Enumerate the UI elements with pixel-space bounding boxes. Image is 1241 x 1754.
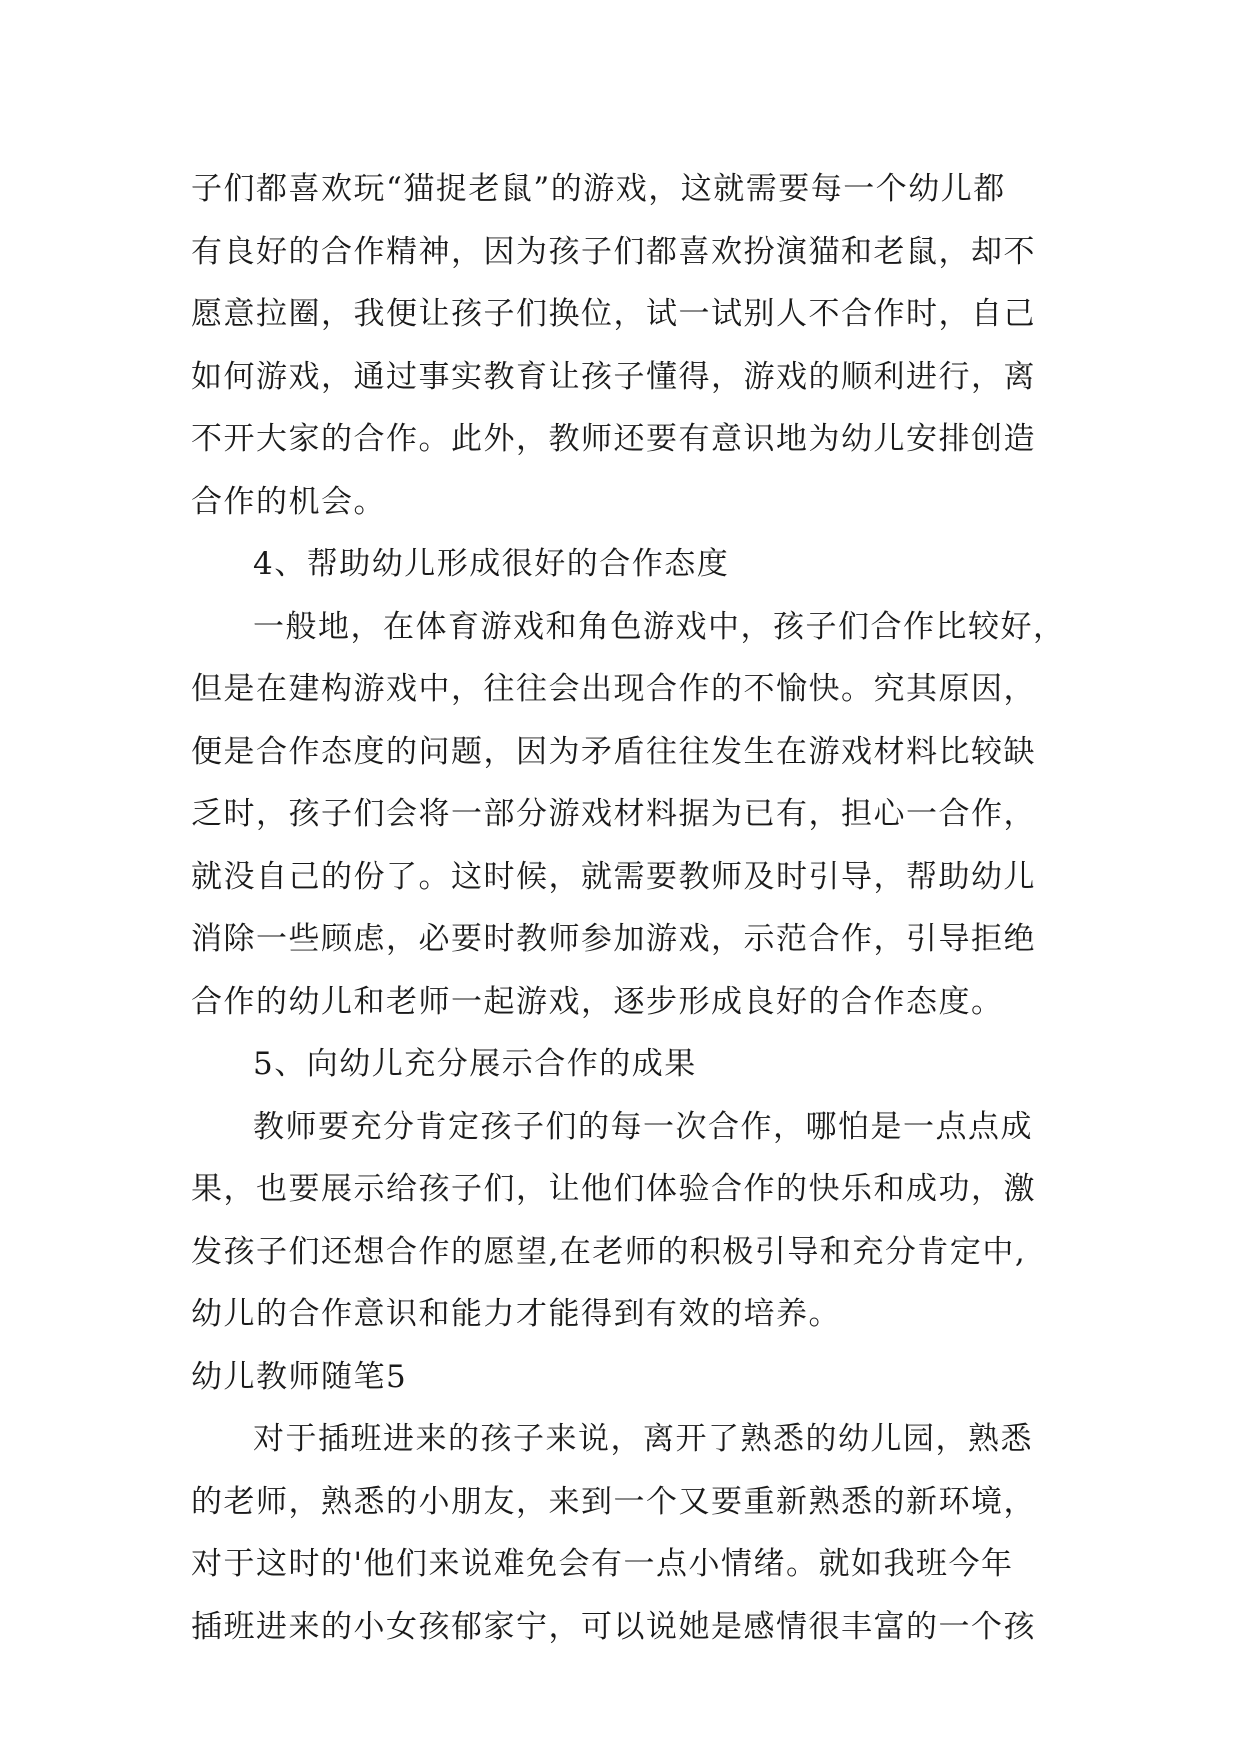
text-line: 但是在建构游戏中，往往会出现合作的不愉快。究其原因， <box>191 671 1036 707</box>
text-line: 教师要充分肯定孩子们的每一次合作，哪怕是一点点成 <box>253 1108 1033 1145</box>
text-line: 愿意拉圈，我便让孩子们换位，试一试别人不合作时，自己 <box>191 296 1036 332</box>
text-line: 便是合作态度的问题，因为矛盾往往发生在游戏材料比较缺 <box>191 733 1036 770</box>
text-line: 不开大家的合作。此外，教师还要有意识地为幼儿安排创造 <box>191 421 1036 457</box>
text-line: 就没自己的份了。这时候，就需要教师及时引导，帮助幼儿 <box>191 858 1036 895</box>
text-line: 果，也要展示给孩子们，让他们体验合作的快乐和成功，激 <box>191 1171 1036 1207</box>
text-line: 乏时，孩子们会将一部分游戏材料据为已有，担心一合作， <box>191 796 1036 832</box>
text-line: 一般地，在体育游戏和角色游戏中，孩子们合作比较好， <box>253 608 1066 645</box>
text-line: 合作的幼儿和老师一起游戏，逐步形成良好的合作态度。 <box>191 983 1004 1020</box>
document-body <box>191 158 1066 1658</box>
text-line: 对于这时的'他们来说难免会有一点小情绪。就如我班今年 <box>191 1546 1014 1582</box>
section-heading: 5、向幼儿充分展示合作的成果 <box>253 1046 697 1082</box>
text-line: 幼儿的合作意识和能力才能得到有效的培养。 <box>191 1296 841 1332</box>
text-line: 插班进来的小女孩郁家宁，可以说她是感情很丰富的一个孩 <box>191 1608 1036 1645</box>
text-line: 如何游戏，通过事实教育让孩子懂得，游戏的顺利进行，离 <box>191 358 1036 395</box>
text-line: 有良好的合作精神，因为孩子们都喜欢扮演猫和老鼠，却不 <box>191 233 1036 270</box>
text-line: 子们都喜欢玩“猫捉老鼠”的游戏，这就需要每一个幼儿都 <box>191 171 1006 207</box>
text-line: 对于插班进来的孩子来说，离开了熟悉的幼儿园，熟悉 <box>253 1421 1033 1457</box>
text-line: 发孩子们还想合作的愿望,在老师的积极引导和充分肯定中, <box>191 1233 1027 1270</box>
section-heading: 4、帮助幼儿形成很好的合作态度 <box>253 546 730 582</box>
text-line: 消除一些顾虑，必要时教师参加游戏，示范合作，引导拒绝 <box>191 921 1036 957</box>
text-line: 合作的机会。 <box>191 483 386 520</box>
text-line: 的老师，熟悉的小朋友，来到一个又要重新熟悉的新环境， <box>191 1483 1036 1520</box>
article-title: 幼儿教师随笔5 <box>191 1358 408 1395</box>
